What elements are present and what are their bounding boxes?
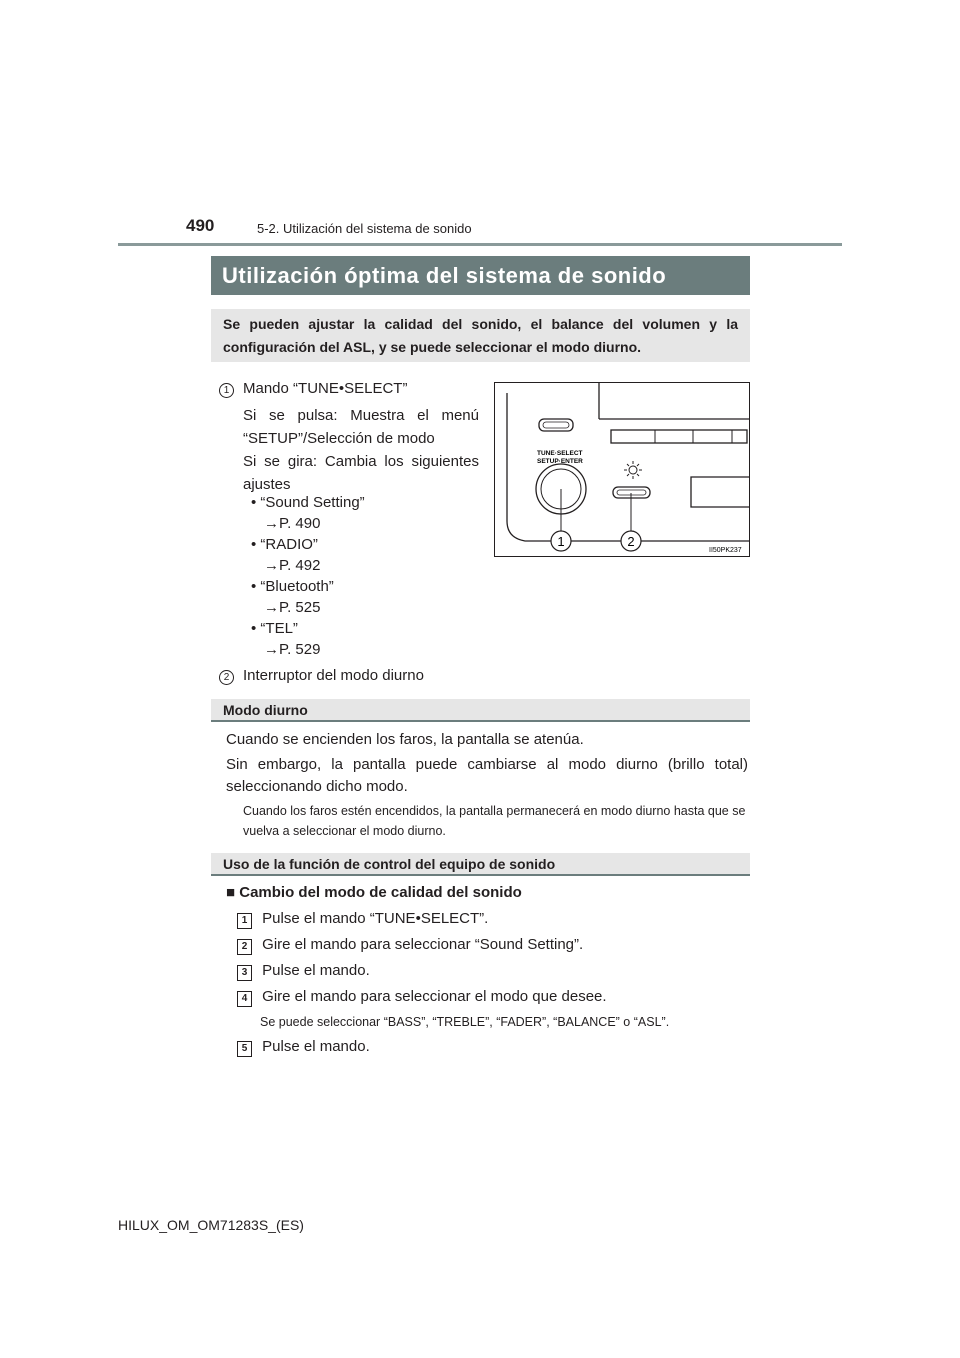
setting-sound: • “Sound Setting” →P. 490 (251, 494, 365, 532)
item2-label: Interruptor del modo diurno (243, 667, 424, 684)
page-reference-link[interactable]: P. 492 (279, 557, 321, 574)
setting-tel: • “TEL” →P. 529 (251, 620, 321, 658)
step-5 (237, 1036, 370, 1057)
setting-radio: • “RADIO” →P. 492 (251, 536, 321, 574)
day-mode-note: Cuando los faros estén encendidos, la pantalla permanecerá en modo diurno hasta que se vuelva a seleccionar el modo diurno. (243, 804, 746, 838)
setting-bluetooth: • “Bluetooth” →P. 525 (251, 578, 334, 616)
step-text: Pulse el mando “TUNE•SELECT”. (262, 910, 489, 927)
audio-panel-illustration (494, 382, 750, 557)
circle-number: 2 (219, 670, 234, 685)
circle-number: 1 (219, 383, 234, 398)
step-number: 5 (237, 1041, 252, 1057)
page-reference-link[interactable]: P. 529 (279, 641, 321, 658)
step-text: Pulse el mando. (262, 1038, 370, 1055)
setting-name: “RADIO” (260, 536, 318, 553)
arrow-icon: → (264, 641, 279, 658)
step-number: 4 (237, 991, 252, 1007)
step-3 (237, 960, 370, 981)
item1-press-description: Si se pulsa: Muestra el menú “SETUP”/Selección de modo (243, 407, 479, 447)
item1-label: Mando “TUNE•SELECT” (243, 380, 408, 397)
day-mode-paragraph-2: Sin embargo, la pantalla puede cambiarse al modo diurno (brillo total) seleccionando dicho modo. (226, 756, 748, 795)
intro-summary: Se pueden ajustar la calidad del sonido, el balance del volumen y la configuración del ASL, y se puede seleccionar el modo diurno. (211, 309, 750, 362)
step-number: 2 (237, 939, 252, 955)
callout-number-1 (219, 380, 234, 398)
subheading-text: Cambio del modo de calidad del sonido (239, 884, 522, 901)
callout-number-2 (219, 667, 234, 685)
step-1 (237, 908, 488, 929)
arrow-icon: → (264, 557, 279, 574)
day-mode-heading: Modo diurno (211, 699, 750, 722)
step-4 (237, 986, 607, 1007)
knob-label-top: TUNE·SELECT (537, 450, 583, 457)
page-reference-link[interactable]: P. 490 (279, 515, 321, 532)
figure-callout-2: 2 (627, 534, 635, 549)
setting-name: “Bluetooth” (260, 578, 334, 595)
header-divider (118, 243, 842, 246)
day-mode-paragraph-1: Cuando se encienden los faros, la pantalla se atenúa. (226, 731, 584, 748)
square-bullet-icon: ■ (226, 884, 236, 901)
item1-turn-description: Si se gira: Cambia los siguientes ajustes (243, 453, 479, 493)
figure-code: II50PK237 (709, 547, 742, 554)
audio-control-heading: Uso de la función de control del equipo de sonido (211, 853, 750, 876)
knob-label-bottom: SETUP·ENTER (537, 458, 583, 465)
page-title: Utilización óptima del sistema de sonido (211, 256, 750, 295)
step-4-note: Se puede seleccionar “BASS”, “TREBLE”, “FADER”, “BALANCE” o “ASL”. (260, 1015, 670, 1029)
page-reference-link[interactable]: P. 525 (279, 599, 321, 616)
arrow-icon: → (264, 515, 279, 532)
page-number: 490 (186, 216, 215, 235)
step-number: 3 (237, 965, 252, 981)
step-text: Pulse el mando. (262, 962, 370, 979)
arrow-icon: → (264, 599, 279, 616)
step-text: Gire el mando para seleccionar “Sound Setting”. (262, 936, 584, 953)
panel-drawing (495, 383, 749, 556)
sound-quality-subheading (226, 882, 522, 903)
step-text: Gire el mando para seleccionar el modo que desee. (262, 988, 607, 1005)
figure-callout-1: 1 (557, 534, 565, 549)
step-2 (237, 934, 583, 955)
setting-name: “Sound Setting” (260, 494, 365, 511)
setting-name: “TEL” (260, 620, 298, 637)
section-reference: 5-2. Utilización del sistema de sonido (257, 221, 472, 236)
document-code-footer: HILUX_OM_OM71283S_(ES) (118, 1217, 304, 1233)
step-number: 1 (237, 913, 252, 929)
